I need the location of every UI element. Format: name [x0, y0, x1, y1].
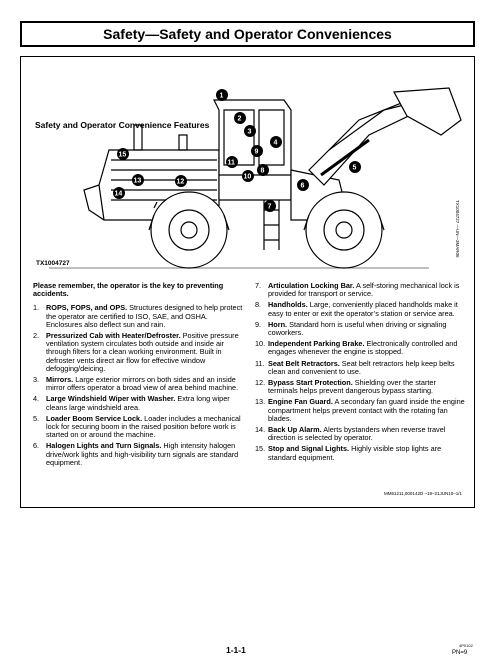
list-item: 11. Seat Belt Retractors. Seat belt retractors help keep belts clean and convenient to use. — [255, 358, 455, 376]
svg-text:4: 4 — [273, 139, 278, 147]
list-item: 9. Horn. Standard horn is useful when driving or signaling coworkers. — [255, 319, 447, 338]
list-item: 15. Stop and Signal Lights. Highly visible stop lights are standard equipment. — [255, 444, 442, 462]
callout-9 — [251, 145, 263, 157]
figure-label: TX1004727 — [36, 260, 70, 267]
page-title: Safety—Safety and Operator Conveniences — [20, 21, 475, 47]
svg-text:10: 10 — [243, 173, 252, 181]
list-item: 4. Large Windshield Wiper with Washer. Extra long wiper cleans large windshield area. — [33, 394, 230, 412]
list-item: 7. Articulation Locking Bar. A self-storing mechanical lock is provided for transport or service. — [255, 281, 460, 299]
svg-text:7: 7 — [267, 203, 272, 211]
svg-text:3: 3 — [247, 128, 252, 136]
callout-15 — [117, 148, 129, 160]
svg-text:6: 6 — [300, 182, 305, 190]
list-item: 14. Back Up Alarm. Alerts bystanders when reverse travel direction is selected by operator. — [255, 425, 446, 443]
callout-10 — [242, 170, 254, 182]
callout-3 — [244, 125, 256, 137]
feature-list-right — [255, 282, 467, 465]
list-item: 6. Halogen Lights and Turn Signals. High intensity halogen drive/work lights and high-visibility turn signals are standard equipment. — [33, 441, 239, 467]
callout-8 — [257, 164, 269, 176]
svg-text:8: 8 — [260, 167, 265, 175]
list-item: 2. Pressurized Cab with Heater/Defroster. Positive pressure ventilation system circulates both outside and inside air through filters for a clean working environment. Built in defroster vents direct air flow for effective window defogging/deicing. — [33, 331, 239, 373]
svg-text:12: 12 — [176, 178, 185, 186]
list-item: 5. Loader Boom Service Lock. Loader includes a mechanical lock for securing boom in the raised position before work is started on or around the machine. — [33, 413, 241, 440]
callout-6 — [297, 179, 309, 191]
callout-7 — [264, 200, 276, 212]
svg-text:11: 11 — [227, 159, 235, 167]
list-item: 10. Independent Parking Brake. Electronically controlled and engages whenever the engine is stopped. — [255, 339, 458, 357]
list-item: 1. ROPS, FOPS, and OPS. Structures designed to help protect the operator are certified to ISO, SAE, and OSHA. Enclosures also deflect sun and rain. — [33, 303, 243, 329]
svg-text:14: 14 — [114, 190, 123, 198]
callout-2 — [234, 112, 246, 124]
callout-14 — [113, 187, 125, 199]
footer-reference: MM61211,000142D –19–21JUN10–1/1 — [384, 491, 462, 496]
callout-11 — [226, 156, 238, 168]
pn-code: 4P0102 — [459, 643, 473, 648]
svg-text:13: 13 — [133, 177, 142, 185]
svg-text:1: 1 — [219, 92, 224, 100]
callout-13 — [132, 174, 144, 186]
callout-5 — [349, 161, 361, 173]
callout-4 — [270, 136, 282, 148]
loader-illustration — [29, 80, 469, 275]
svg-text:15: 15 — [118, 151, 127, 159]
list-item: 13. Engine Fan Guard. A secondary fan guard inside the engine compartment helps prevent contact with the rotating fan blades. — [255, 397, 465, 423]
svg-text:5: 5 — [352, 164, 357, 172]
page-number: 1-1-1 — [226, 645, 246, 655]
svg-text:9: 9 — [254, 148, 259, 156]
list-item: 12. Bypass Start Protection. Shielding over the starter terminals helps prevent dangerous bypass starting. — [255, 378, 436, 396]
section-title: Safety and Operator Convenience Features — [35, 120, 210, 130]
list-item: 8. Handholds. Large, conveniently placed handholds make it easy to enter or exit the operator’s station or service area. — [255, 300, 458, 318]
svg-text:2: 2 — [237, 115, 242, 123]
intro-text: Please remember, the operator is the key to preventing accidents. — [33, 281, 224, 299]
callout-12 — [175, 175, 187, 187]
callout-1 — [216, 89, 228, 101]
list-item: 3. Mirrors. Large exterior mirrors on both sides and an inside mirror offers operator a broad view of area behind machine. — [33, 375, 239, 393]
figure-id: TX1004727 —UN—3MAR06 — [455, 200, 460, 258]
pn-label: PN=9 — [452, 650, 468, 656]
feature-list-left — [33, 282, 243, 470]
